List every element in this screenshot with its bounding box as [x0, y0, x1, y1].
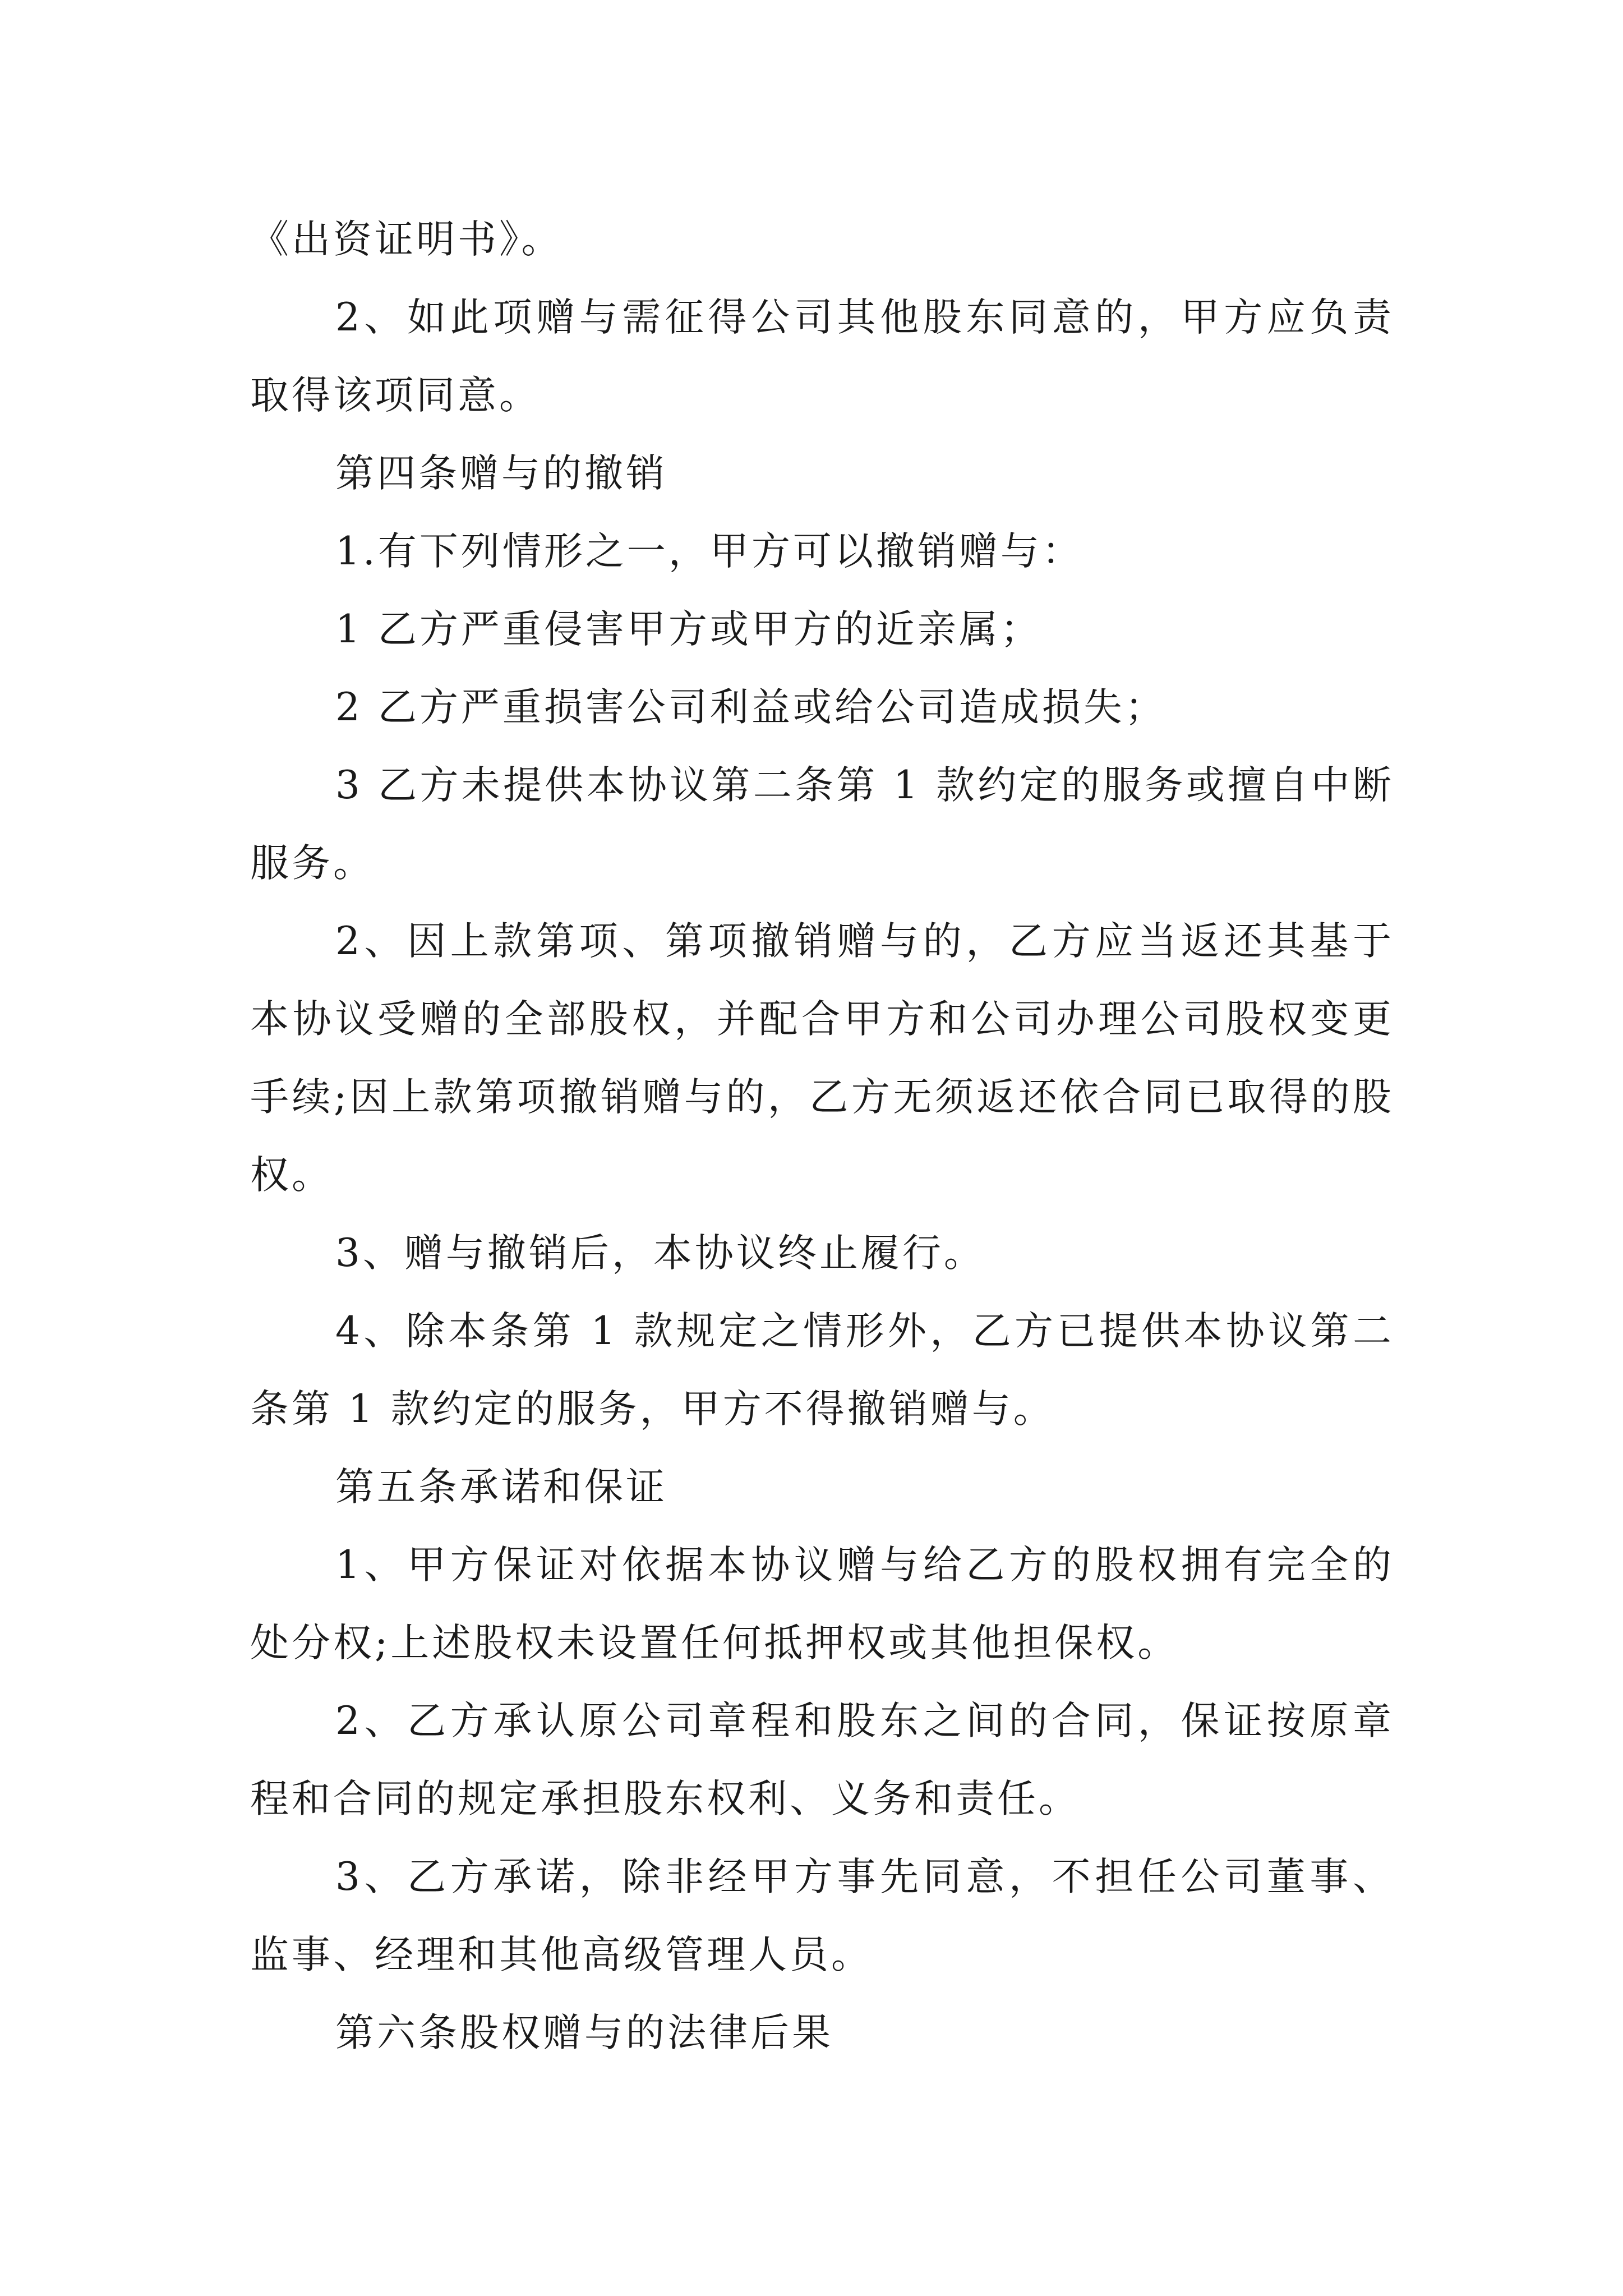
paragraph: 2、因上款第项、第项撤销赠与的，乙方应当返还其基于本协议受赠的全部股权，并配合甲方和公司办理公司股权变更手续;因上款第项撤销赠与的，乙方无须返还依合同已取得的股权。 [250, 919, 1394, 1198]
section-heading: 第五条承诺和保证 [335, 1465, 667, 1510]
paragraph: 《出资证明书》。 [250, 217, 563, 262]
list-item: 2 乙方严重损害公司利益或给公司造成损失； [335, 685, 1166, 730]
paragraph: 1、甲方保证对依据本协议赠与给乙方的股权拥有完全的处分权;上述股权未设置任何抵押权或其他担保权。 [250, 1543, 1394, 1665]
paragraph: 2、乙方承认原公司章程和股东之间的合同，保证按原章程和合同的规定承担股东权利、义务和责任。 [250, 1699, 1394, 1821]
paragraph: 4、除本条第 1 款规定之情形外，乙方已提供本协议第二条第 1 款约定的服务，甲方不得撤销赠与。 [250, 1309, 1394, 1432]
document-body [250, 201, 1394, 2072]
paragraph: 1.有下列情形之一，甲方可以撤销赠与： [335, 529, 1083, 574]
section-heading: 第六条股权赠与的法律后果 [335, 2010, 833, 2055]
section-heading: 第四条赠与的撤销 [335, 451, 667, 496]
list-item: 1 乙方严重侵害甲方或甲方的近亲属； [335, 607, 1042, 652]
paragraph: 2、如此项赠与需征得公司其他股东同意的，甲方应负责取得该项同意。 [250, 295, 1394, 418]
list-item: 3 乙方未提供本协议第二条第 1 款约定的服务或擅自中断服务。 [250, 763, 1394, 886]
paragraph: 3、乙方承诺，除非经甲方事先同意，不担任公司董事、监事、经理和其他高级管理人员。 [250, 1855, 1394, 1977]
paragraph: 3、赠与撤销后，本协议终止履行。 [335, 1231, 985, 1276]
